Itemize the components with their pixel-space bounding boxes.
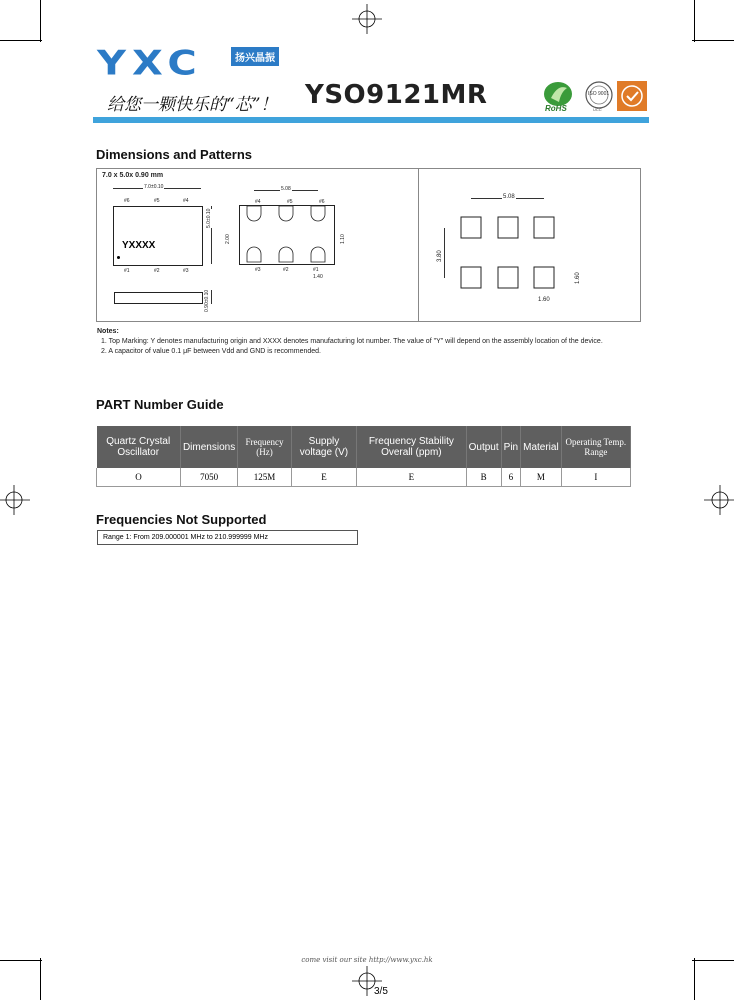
- table-cell: E: [357, 468, 467, 487]
- col-header: Frequency Stability Overall (ppm): [357, 426, 467, 468]
- slogan: 给您一颗快乐的“芯”！: [107, 95, 278, 115]
- page-number: 3/5: [374, 986, 388, 997]
- ucc-label: UCC: [593, 107, 602, 112]
- pad-pin-label: #3: [255, 267, 261, 273]
- notes: [97, 327, 603, 357]
- pin-label: #1: [124, 268, 130, 274]
- table-cell: 125M: [238, 468, 292, 487]
- pin1-dot: [117, 256, 120, 259]
- table-cell: 6: [501, 468, 520, 487]
- top-view-body: [113, 206, 203, 266]
- footer-website: come visit our site http://www.yxc.hk: [301, 956, 433, 964]
- pad-pin-label: #1: [313, 267, 319, 273]
- cert-check-icon: [617, 81, 647, 111]
- col-header: Operating Temp. Range: [561, 426, 630, 468]
- dim-pad-height: 1.10: [340, 234, 346, 244]
- rohs-icon: [537, 80, 579, 114]
- bottom-view-pads: [239, 205, 334, 264]
- dim-length: 7.0±0.10: [144, 184, 164, 190]
- land-pitch: 5.08: [503, 194, 515, 200]
- dim-pitch: 5.08: [281, 186, 291, 192]
- freq-not-supported-title: Frequencies Not Supported: [96, 512, 267, 527]
- col-header: Frequency (Hz): [238, 426, 292, 468]
- table-cell: I: [561, 468, 630, 487]
- note-item: 2. A capacitor of value 0.1 μF between Vdd and GND is recommended.: [101, 348, 321, 355]
- part-guide-title: PART Number Guide: [96, 397, 224, 412]
- part-number-table: [96, 426, 631, 487]
- notes-title: Notes:: [97, 328, 119, 335]
- dimension-line: [211, 290, 212, 304]
- pin-label: #6: [124, 198, 130, 204]
- land-pad-width: 1.60: [538, 297, 550, 303]
- pin-label: #5: [154, 198, 160, 204]
- dim-pad-width: 1.40: [313, 274, 323, 280]
- dim-pad-spacing: 2.00: [225, 234, 231, 244]
- registration-target-left: [0, 485, 30, 515]
- land-pattern: [460, 214, 560, 294]
- table-header-row: [97, 426, 631, 468]
- col-header: Quartz Crystal Oscillator: [97, 426, 181, 468]
- pad-pin-label: #4: [255, 199, 261, 205]
- model-number: YSO9121MR: [305, 80, 488, 110]
- pin-label: #2: [154, 268, 160, 274]
- header-divider: [93, 117, 649, 123]
- table-cell: E: [291, 468, 356, 487]
- package-size: 7.0 x 5.0x 0.90 mm: [102, 172, 164, 179]
- table-row: [97, 468, 631, 487]
- company-name-cn: 扬兴晶振: [231, 47, 279, 66]
- marking-text: YXXXX: [122, 240, 156, 251]
- rohs-label: RoHS: [545, 104, 567, 113]
- dimensions-title: Dimensions and Patterns: [96, 147, 253, 162]
- freq-range-box: Range 1: From 209.000001 MHz to 210.999999 MHz: [97, 530, 358, 545]
- col-header: Material: [521, 426, 562, 468]
- pin-label: #4: [183, 198, 189, 204]
- dim-width: 5.0±0.10: [206, 208, 212, 228]
- dimension-line: [444, 228, 445, 278]
- table-cell: M: [521, 468, 562, 487]
- col-header: Supply voltage (V): [291, 426, 356, 468]
- registration-target-right: [704, 485, 734, 515]
- pad-pin-label: #5: [287, 199, 293, 205]
- col-header: Output: [466, 426, 501, 468]
- col-header: Pin: [501, 426, 520, 468]
- dim-thickness: 0.90±0.10: [204, 289, 210, 312]
- registration-target-top: [352, 4, 382, 34]
- pin-label: #3: [183, 268, 189, 274]
- side-view-body: [114, 292, 203, 304]
- iso-label: ISO 9001: [588, 91, 610, 97]
- note-item: 1. Top Marking: Y denotes manufacturing origin and XXXX denotes manufacturing lot number. The value of "Y" will depend on the assembly location of the device.: [101, 338, 603, 345]
- table-cell: 7050: [180, 468, 237, 487]
- pad-pin-label: #2: [283, 267, 289, 273]
- table-cell: O: [97, 468, 181, 487]
- col-header: Dimensions: [180, 426, 237, 468]
- land-pad-height: 1.60: [575, 272, 581, 284]
- land-row-spacing: 3.80: [437, 250, 443, 262]
- company-logo: YXC: [97, 44, 203, 84]
- iso-icon: [584, 80, 614, 114]
- pad-pin-label: #6: [319, 199, 325, 205]
- dimensions-divider: [418, 168, 419, 321]
- table-cell: B: [466, 468, 501, 487]
